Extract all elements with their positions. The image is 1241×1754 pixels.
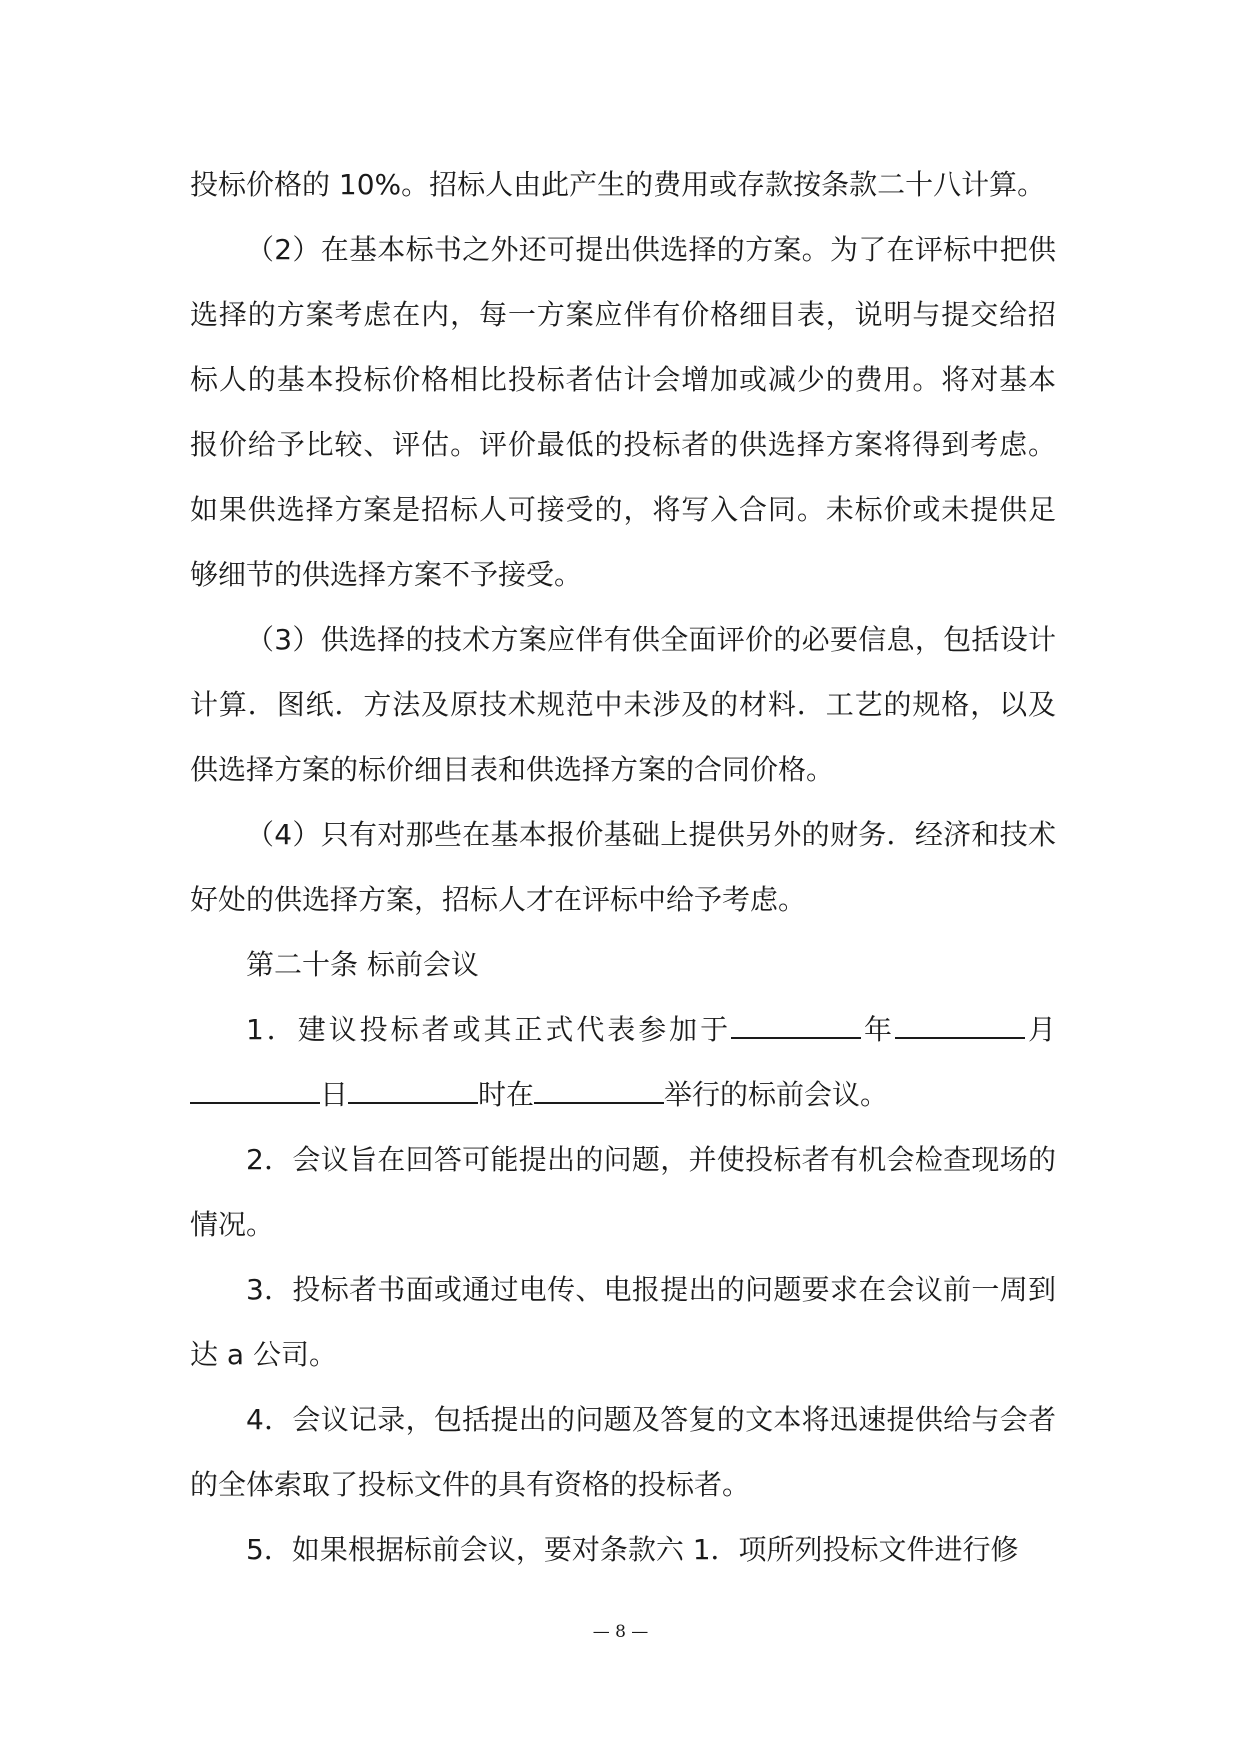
hour-label: 时在 [478, 1078, 535, 1111]
day-blank [190, 1076, 320, 1104]
meeting-clause-suffix: 举行的标前会议。 [664, 1078, 889, 1111]
hour-blank [348, 1076, 478, 1104]
article-heading: 第二十条 标前会议 [246, 948, 479, 981]
year-blank [731, 1011, 861, 1039]
numbered-paragraph-5: 5．如果根据标前会议，要对条款六 1．项所列投标文件进行修 [246, 1533, 1019, 1566]
location-blank [534, 1076, 664, 1104]
paragraph-item-4: （4）只有对那些在基本报价基础上提供另外的财务．经济和技术好处的供选择方案，招标人才在评标中给予考虑。 [190, 818, 1056, 916]
numbered-paragraph-4: 4．会议记录，包括提出的问题及答复的文本将迅速提供给与会者的全体索取了投标文件的具有资格的投标者。 [190, 1403, 1056, 1501]
paragraph-item-2: （2）在基本标书之外还可提出供选择的方案。为了在评标中把供选择的方案考虑在内，每一方案应伴有价格细目表，说明与提交给招标人的基本投标价格相比投标者估计会增加或减少的费用。将对基本报价给予比较、评估。评价最低的投标者的供选择方案将得到考虑。如果供选择方案是招标人可接受的，将写入合同。未标价或未提供足够细节的供选择方案不予接受。 [190, 233, 1056, 591]
meeting-clause-prefix: 1．建议投标者或其正式代表参加于 [246, 1013, 732, 1046]
month-label: 月 [1025, 1013, 1056, 1046]
meeting-clause [190, 997, 1056, 1127]
document-body [190, 152, 1056, 1582]
year-label: 年 [861, 1013, 896, 1046]
page-number: — 8 — [592, 1622, 649, 1642]
month-blank [895, 1011, 1025, 1039]
numbered-paragraph-2: 2．会议旨在回答可能提出的问题，并使投标者有机会检查现场的情况。 [190, 1143, 1056, 1241]
paragraph-item-3: （3）供选择的技术方案应伴有供全面评价的必要信息，包括设计计算．图纸．方法及原技术规范中未涉及的材料．工艺的规格，以及供选择方案的标价细目表和供选择方案的合同价格。 [190, 623, 1056, 786]
paragraph-continuation: 投标价格的 10%。招标人由此产生的费用或存款按条款二十八计算。 [190, 168, 1046, 201]
numbered-paragraph-3: 3．投标者书面或通过电传、电报提出的问题要求在会议前一周到达 a 公司。 [190, 1273, 1056, 1371]
day-label: 日 [320, 1078, 349, 1111]
